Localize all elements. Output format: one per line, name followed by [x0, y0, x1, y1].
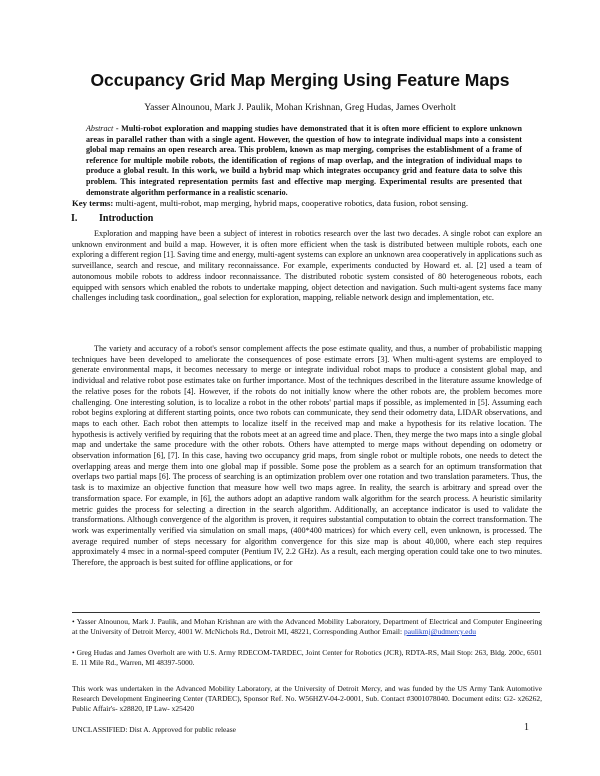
- intro-paragraph-2: The variety and accuracy of a robot's sensor complement affects the pose estimate quality, and thus, a number of probabilistic mapping techniques have been developed to ameliorate the consequences of pose estimate errors [3]. When multi-agent systems are employed to generate environmental maps, it becomes necessary to merge or integrate individual robot maps to produce a consistent global map, and individual and relative robot pose estimates take on further importance. Most of the techniques described in the literature assume knowledge of the relative poses for the robots [4]. However, if the robots do not initially know where the other robots are, the problem becomes more challenging. One interesting solution, is to localize a robot in the other robots' partial maps if possible, as implemented in [5]. Assuming each robot begins exploring at different starting points, once two robots can communicate, they send their odometry data, LIDAR observations, and maps to each other. Each robot then attempts to localize itself in the received map and make a hypothesis for its relative location. The hypothesis is actively verified by requiring that the robots meet at an agreed time and place. Then, they merge the two maps into a single global map and undertake the same procedure with the other robots. Others have attempted to merge maps without depending on odometry or observation information [6], [7]. In this case, having two occupancy grid maps, from single robot or multiple robots, one needs to detect the overlapping areas and merge them into one global map if possible. Some pose the problem as a search for an optimum transformation that overlaps two partial maps [6]. The process of searching is an optimization problem over one rotation and two translation parameters. Thus, the task is to maximize an objective function that measure how well two maps agree. In reality, the search is arbitrary and spread over the transformation space. For example, in [6], the authors adopt an adaptive random walk algorithm for the search process. A heuristic similarity metric guides the process for selecting a direction in the search algorithm. Additionally, an acceptance indicator is used to validate the transformations. Although convergence of the algorithm is proven, it requires substantial computation to obtain the correct transformation. The work was experimentally verified via simulation on small maps, (400*400 matrices) for which every cell, even unknown, is processed. The average required number of steps necessary for algorithm convergence for this size map is about 40,000, where each step requires approximately 4 msec in a normal-speed computer (Pentium IV, 2.2 GHz). As a result, each merging operation could take one to two minutes. Therefore, the approach is best suited for offline applications, or for: [72, 344, 542, 568]
- author-email-link[interactable]: paulikmj@udmercy.edu: [403, 627, 477, 636]
- footnote-divider: [72, 612, 540, 613]
- abstract: [86, 124, 522, 198]
- section-number: I.: [71, 213, 78, 224]
- author-list: Yasser Alnounou, Mark J. Paulik, Mohan Krishnan, Greg Hudas, James Overholt: [144, 102, 456, 113]
- footnote-1: [72, 617, 542, 637]
- abstract-text: - Multi-robot exploration and mapping studies have demonstrated that it is often more efficient to explore unknown areas in parallel rather than with a single agent. However, the question of how to integrate individual maps into a consistent global map remains an open research area. This problem, known as map merging, comprises the establishment of a frame of reference for multiple mobile robots, the identification of regions of map overlap, and the integration of individual maps to produce a global result. In this work, we build a hybrid map which integrates occupancy grid and feature data to solve this problem. This integrated representation permits fast and effective map merging. Experimental results are presented that demonstrate algorithm performance in a realistic scenario.: [86, 124, 522, 197]
- section-title: Introduction: [99, 213, 154, 224]
- footnote-1-text: • Yasser Alnounou, Mark J. Paulik, and Mohan Krishnan are with the Advanced Mobility Laboratory, Department of Electrical and Computer Engineering at the University of Detroit Mercy, 4001 W. McNichols Rd., Detroit MI, 48221, Corresponding Author Email:: [72, 617, 542, 636]
- intro-paragraph-1: Exploration and mapping have been a subject of interest in robotics research over the last two decades. A single robot can explore an unknown environment and build a map. However, it is often more efficient when the task is distributed between multiple robots, each one exploring a different region [1]. Saving time and energy, multi-agent systems can explore an unknown area cooperatively in applications such as surveillance, search and rescue, and military reconnaissance. For example, experiments conducted by Howard et. al. [2] used a team of autonomous mobile robots to address indoor reconnaissance. The distributed robotic system consisted of 80 heterogeneous robots, each equipped with sensors which enabled the robots to undertake mapping, object detection and navigation. Such multi-agent systems face many challenges including task coordination,, goal selection for exploration, mapping, reliable network design and implementation, etc.: [72, 229, 542, 303]
- footnote-2: • Greg Hudas and James Overholt are with U.S. Army RDECOM-TARDEC, Joint Center for Robotics (JCR), RDTA-RS, Mail Stop: 263, Bldg. 200c, 6501 E. 11 Mile Rd., Warren, MI 48397-5000.: [72, 648, 542, 667]
- section-heading: [71, 213, 153, 224]
- keywords-label: Key terms:: [72, 198, 114, 208]
- keywords-text: multi-agent, multi-robot, map merging, hybrid maps, cooperative robotics, data fusion, robot sensing.: [113, 198, 469, 208]
- page-number: 1: [524, 722, 529, 733]
- classification-marking: UNCLASSIFIED: Dist A. Approved for public release: [72, 725, 236, 734]
- sponsor-note: This work was undertaken in the Advanced Mobility Laboratory, at the University of Detroit Mercy, and was funded by the US Army Tank Automotive Research Development Engineering Center (TARDEC), Sponsor Ref. No. W56HZV-04-2-0001, Sub. Contact #3001078040. Document edits: G2- x26262, Public Affair's- x28820, IP Law- x25420: [72, 684, 542, 713]
- paper-title: Occupancy Grid Map Merging Using Feature Maps: [90, 70, 510, 90]
- abstract-label: Abstract: [86, 124, 114, 133]
- keywords: [72, 198, 542, 208]
